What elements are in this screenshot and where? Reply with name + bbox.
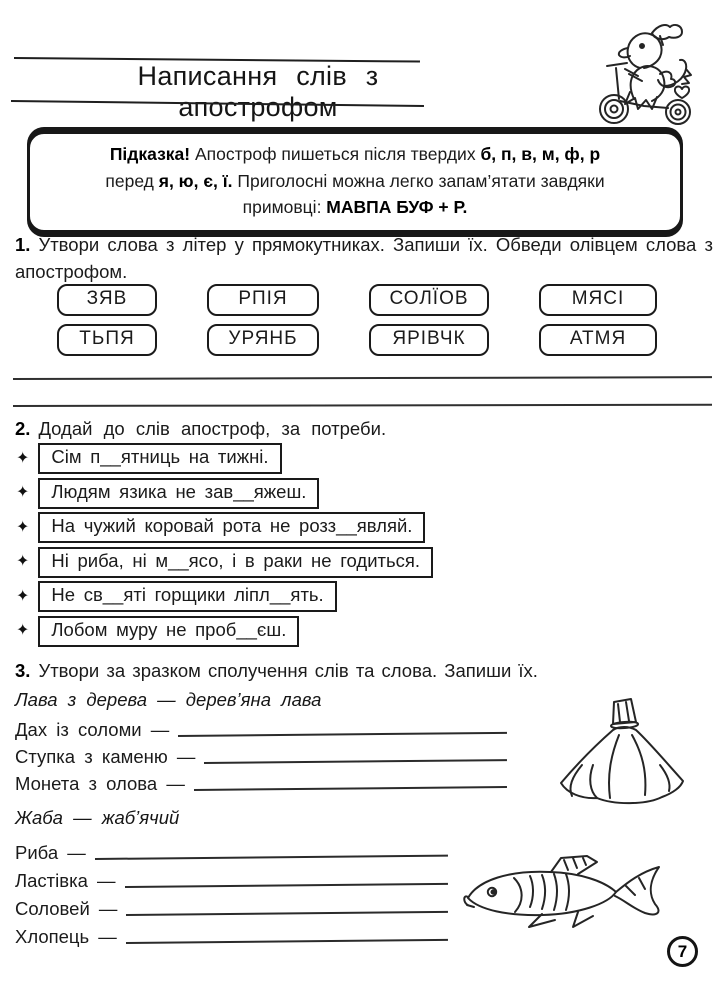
sentence-row xyxy=(16,616,433,647)
fill-label: Соловей — xyxy=(15,898,118,919)
fill-row xyxy=(15,743,507,770)
star-bullet-icon: ✦ xyxy=(16,484,30,501)
task3-example-2: Жаба — жаб’ячий xyxy=(15,807,180,828)
letter-box-grid xyxy=(57,284,657,356)
task3-number: 3. xyxy=(15,660,31,681)
sentence-row xyxy=(16,443,433,474)
task1-instruction: 1. Утвори слова з літер у прямокутниках. Запиши їх. Обведи олівцем слова з апострофом. xyxy=(15,234,713,283)
sentence-box: На чужий коровай рота не розз__являй. xyxy=(38,512,425,543)
sentence-row xyxy=(16,547,433,578)
letter-box: СОЛЇОВ xyxy=(369,284,489,316)
hint-line-2: перед я, ю, є, ї. Приголосні можна легко запам’ятати завдяки xyxy=(105,170,605,191)
writing-line xyxy=(13,404,712,407)
sentence-box: Лобом муру не проб__єш. xyxy=(38,616,299,647)
task3-fill-group-2 xyxy=(15,838,448,950)
fill-row xyxy=(15,894,448,922)
sentence-row xyxy=(16,512,433,543)
letter-box: ЗЯВ xyxy=(57,284,157,316)
sentence-box: Не св__яті горщики ліпл__ять. xyxy=(38,581,336,612)
fill-row xyxy=(15,922,448,950)
star-bullet-icon: ✦ xyxy=(16,622,30,639)
answer-blank xyxy=(126,939,448,944)
task2-instruction: 2. Додай до слів апостроф, за потреби. xyxy=(15,418,387,439)
dragon-on-scooter-illustration xyxy=(590,16,705,128)
fish-illustration xyxy=(458,852,673,940)
answer-blank xyxy=(178,732,507,737)
task2-sentence-list xyxy=(16,443,433,647)
letter-box: РПІЯ xyxy=(207,284,319,316)
fill-row xyxy=(15,838,448,866)
task3-fill-group-1 xyxy=(15,716,507,797)
letter-box: ЯРІВЧК xyxy=(369,324,489,356)
fill-label: Ластівка — xyxy=(15,870,116,891)
answer-blank xyxy=(95,855,448,860)
fill-label: Монета з олова — xyxy=(15,773,185,794)
answer-blank xyxy=(126,911,448,916)
fill-row xyxy=(15,866,448,894)
task1-number: 1. xyxy=(15,234,31,255)
sentence-box: Людям язика не зав__яжеш. xyxy=(38,478,319,509)
sentence-row xyxy=(16,581,433,612)
answer-blank xyxy=(125,883,448,888)
star-bullet-icon: ✦ xyxy=(16,449,30,467)
hint-line-1: Підказка! Апостроф пишеться після твердих б, п, в, м, ф, р xyxy=(109,144,601,164)
page-number-badge xyxy=(667,936,698,967)
sentence-box: Ні риба, ні м__ясо, і в раки не годиться. xyxy=(38,547,433,578)
star-bullet-icon: ✦ xyxy=(16,518,30,536)
page-title: Написання слів з апострофом xyxy=(137,61,379,122)
tied-sack-illustration xyxy=(552,695,690,813)
letter-box: ТЬПЯ xyxy=(57,324,157,356)
letter-box: УРЯНБ xyxy=(207,324,319,356)
fill-label: Риба — xyxy=(15,842,86,863)
fill-label: Дах із соломи — xyxy=(15,719,170,740)
fill-label: Хлопець — xyxy=(15,926,117,947)
star-bullet-icon: ✦ xyxy=(16,553,30,570)
page-number: 7 xyxy=(677,941,688,961)
task3-example-1: Лава з дерева — дерев’яна лава xyxy=(15,689,322,710)
sentence-row xyxy=(16,478,433,509)
hint-box xyxy=(27,131,683,233)
letter-box: АТМЯ xyxy=(539,324,657,356)
answer-blank xyxy=(194,786,507,791)
writing-line xyxy=(13,376,712,380)
task2-number: 2. xyxy=(15,418,31,439)
star-bullet-icon: ✦ xyxy=(16,587,30,605)
task3-instruction: 3. Утвори за зразком сполучення слів та слова. Запиши їх. xyxy=(15,660,538,681)
letter-box: МЯСІ xyxy=(539,284,657,316)
hint-line-3: примовці: МАВПА БУФ + Р. xyxy=(242,197,468,218)
fill-row xyxy=(15,770,507,797)
sentence-box: Сім п__ятниць на тижні. xyxy=(38,443,281,474)
fill-label: Ступка з каменю — xyxy=(15,746,196,767)
fill-row xyxy=(15,716,507,743)
answer-blank xyxy=(204,759,507,764)
